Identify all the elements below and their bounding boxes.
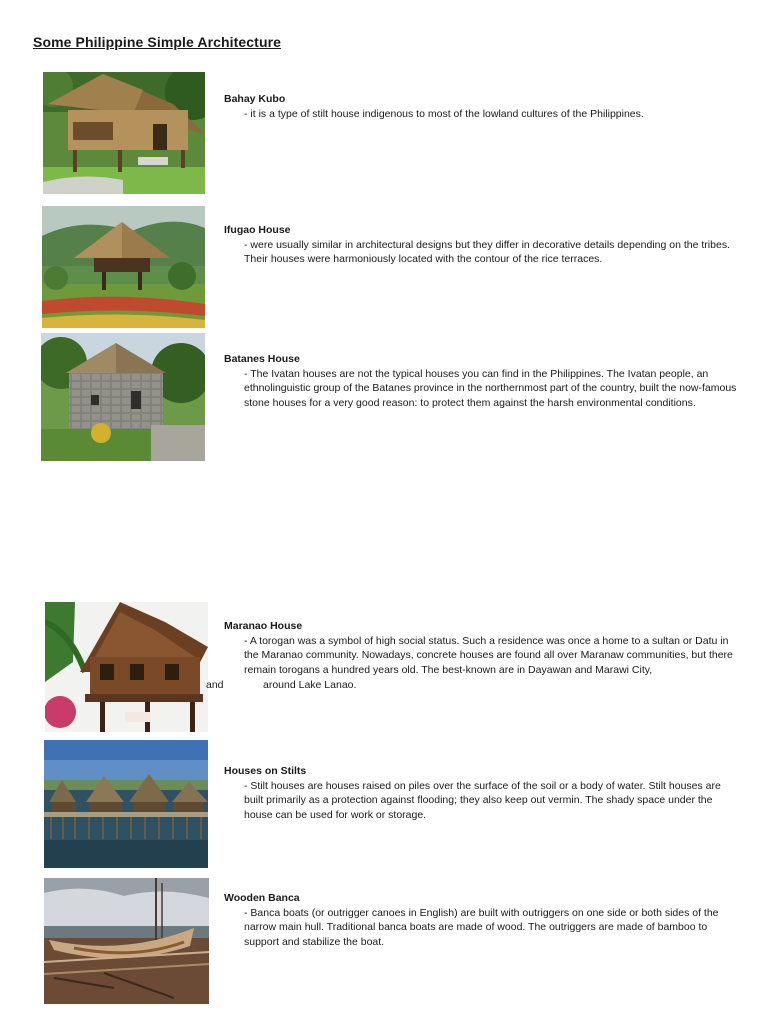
entry-description: - were usually similar in architectural designs but they differ in decorative details depending on the tribes. Their houses were harmoniously located with the contour of the rice terraces.: [244, 238, 730, 266]
maranao-house-photo: [45, 602, 208, 732]
page-title: Some Philippine Simple Architecture: [33, 34, 282, 50]
entry-title: Maranao House: [224, 620, 303, 632]
entry-houses-on-stilts: [224, 764, 739, 822]
entry-title: Houses on Stilts: [224, 765, 307, 777]
batanes-house-photo: [41, 333, 205, 461]
entry-title: Ifugao House: [224, 224, 291, 236]
entry-description: - The Ivatan houses are not the typical houses you can find in the Philippines. The Ivatan people, an ethnolinguistic group of the Batanes province in the northernmost part of the country, built the now-famous stone houses for a very good reason: to protect them against the harsh environmental conditions.: [244, 367, 737, 409]
entry-title: Wooden Banca: [224, 892, 300, 904]
entry-maranao-house: [224, 619, 739, 677]
entry-title: Batanes House: [224, 353, 300, 365]
entry-description: - A torogan was a symbol of high social status. Such a residence was once a home to a sultan or Datu in the Maranao community. Nowadays, concrete houses are found all over Maranaw communities, but there remain torogans a hundred years old. The best-known are in Dayawan and Marawi City,: [244, 634, 733, 676]
entry-tail-text: around Lake Lanao.: [263, 679, 357, 691]
entry-batanes-house: [224, 352, 739, 410]
wooden-banca-photo: [44, 878, 209, 1004]
entry-tail-prefix: and: [206, 679, 224, 691]
houses-on-stilts-photo: [44, 740, 208, 868]
entry-title: Bahay Kubo: [224, 93, 286, 105]
entry-description: - Banca boats (or outrigger canoes in English) are built with outriggers on one side or both sides of the narrow main hull. Traditional banca boats are made of wood. The outriggers are made of bamboo to support and stabilize the boat.: [244, 906, 719, 948]
entry-bahay-kubo: [224, 92, 739, 121]
bahay-kubo-photo: [43, 72, 205, 194]
entry-ifugao-house: [224, 223, 739, 267]
entry-description: - Stilt houses are houses raised on piles over the surface of the soil or a body of water. Stilt houses are built primarily as a protection against flooding; they also keep out vermin. The shady space under the house can be used for work or storage.: [244, 779, 721, 821]
ifugao-house-photo: [42, 206, 205, 328]
entry-wooden-banca: [224, 891, 739, 949]
entry-description: - it is a type of stilt house indigenous to most of the lowland cultures of the Philippines.: [244, 107, 644, 120]
